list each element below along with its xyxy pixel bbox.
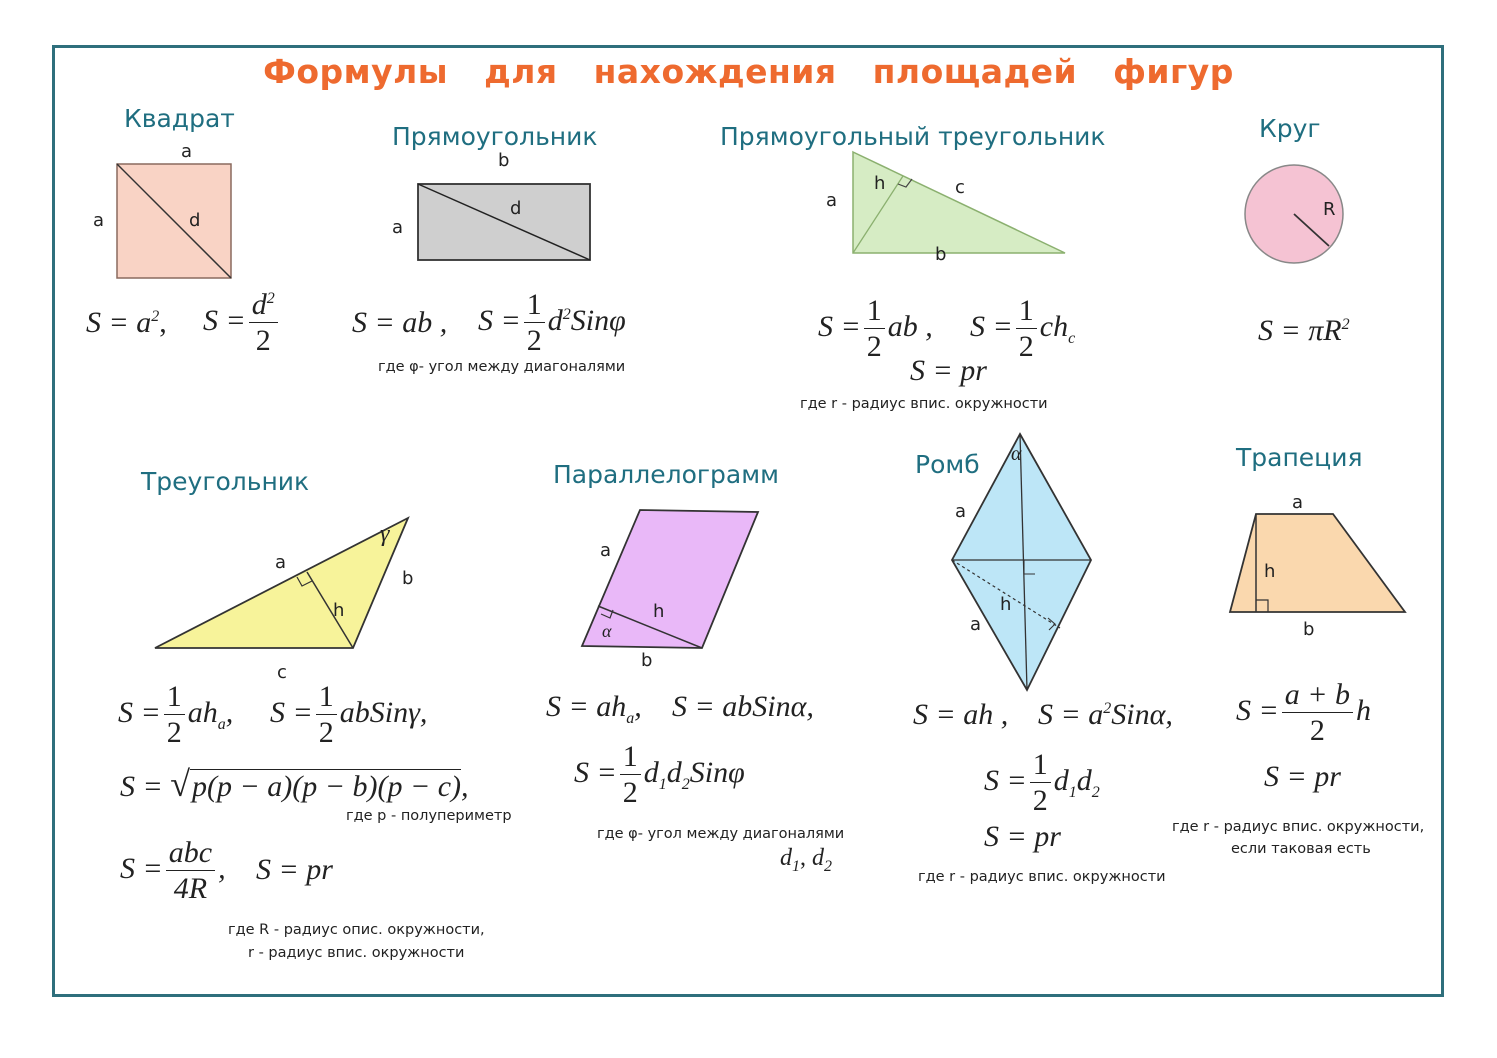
triangle-label-b: b xyxy=(402,568,414,589)
right-triangle-formula-2: S = $\frac{1}{2}$ $ch_c$ xyxy=(970,294,1076,363)
right-triangle-formula-1: S = $\frac{1}{2}$ ab , xyxy=(818,294,933,363)
right-triangle-label-c: c xyxy=(955,177,965,198)
square-label-top: a xyxy=(181,141,193,162)
parallelogram-heading: Параллелограмм xyxy=(553,460,779,489)
triangle-note-r2: r - радиус впис. окружности xyxy=(248,945,465,961)
triangle-label-gamma: γ xyxy=(380,521,390,547)
parallelogram-formula-2: S = abSinα, xyxy=(672,690,814,723)
trapezoid-heading: Трапеция xyxy=(1236,443,1363,472)
trapezoid-note-2: если таковая есть xyxy=(1231,841,1371,857)
triangle-label-a: a xyxy=(275,552,287,573)
rhombus-label-alpha: α xyxy=(1011,443,1022,465)
triangle-formula-heron: S = √p(p − a)(p − b)(p − c), xyxy=(120,764,469,804)
rectangle-label-top: b xyxy=(498,150,510,171)
triangle-formula-2: S = $\frac{1}{2}$ abSinγ, xyxy=(270,680,428,749)
rectangle-formula-2: S = $\frac{1}{2}$ $d^2Sin\varphi$ xyxy=(478,288,626,357)
right-triangle-note: где r - радиус впис. окружности xyxy=(800,396,1048,412)
triangle-shape xyxy=(155,518,408,648)
rectangle-heading: Прямоугольник xyxy=(392,122,598,151)
right-triangle-label-h: h xyxy=(874,173,886,194)
parallelogram-note-diagonals: $d_1$, $d_2$ xyxy=(780,845,832,875)
rhombus-formula-3: S = $\frac{1}{2}$ $d_1d_2$ xyxy=(984,748,1100,817)
parallelogram-label-a: a xyxy=(600,540,612,561)
triangle-label-c: c xyxy=(277,662,287,683)
poster-title: Формулы для нахождения площадей фигур xyxy=(263,52,1234,91)
right-triangle-label-b: b xyxy=(935,244,947,265)
triangle-heading: Треугольник xyxy=(141,467,310,496)
square-label-left: a xyxy=(93,210,105,231)
rhombus-label-h: h xyxy=(1000,594,1012,615)
trapezoid-formula-1: S = $\frac{a + b}{2}$ h xyxy=(1236,678,1371,747)
triangle-note-semiperimeter: где p - полупериметр xyxy=(346,808,512,824)
rhombus-label-a-lower: a xyxy=(970,614,982,635)
rhombus-heading: Ромб xyxy=(915,450,980,479)
parallelogram-formula-1: $S = ah_a$, xyxy=(546,690,642,727)
rectangle-label-left: a xyxy=(392,217,404,238)
parallelogram-formula-3: S = $\frac{1}{2}$ $d_1d_2Sin\varphi$ xyxy=(574,740,745,809)
right-triangle-shape xyxy=(853,152,1065,253)
rhombus-formula-4: S = pr xyxy=(984,820,1061,853)
triangle-note-r1: где R - радиус опис. окружности, xyxy=(228,922,485,938)
parallelogram-label-alpha: α xyxy=(602,621,612,641)
square-formula-1: $S = a^2$, xyxy=(86,306,167,339)
triangle-formula-circumradius: S = abc 4R , xyxy=(120,836,226,905)
trapezoid-note-1: где r - радиус впис. окружности, xyxy=(1172,819,1425,835)
parallelogram-note: где φ- угол между диагоналями xyxy=(597,826,845,842)
square-heading: Квадрат xyxy=(124,104,235,133)
trapezoid-formula-2: S = pr xyxy=(1264,760,1341,793)
circle-formula: $S = \pi R^2$ xyxy=(1258,314,1350,347)
rhombus-formula-1: S = ah , xyxy=(913,698,1009,731)
rectangle-formula-1: S = ab , xyxy=(352,306,448,339)
right-triangle-label-a: a xyxy=(826,190,838,211)
rhombus-note: где r - радиус впис. окружности xyxy=(918,869,1166,885)
circle-label-r: R xyxy=(1323,199,1336,220)
parallelogram-label-b: b xyxy=(641,650,653,671)
square-formula-2: S = $\frac{d^2}{2}$ xyxy=(203,290,281,356)
trapezoid-label-h: h xyxy=(1264,561,1276,582)
trapezoid-label-b: b xyxy=(1303,619,1315,640)
rectangle-note: где φ- угол между диагоналями xyxy=(378,359,626,375)
square-label-diagonal: d xyxy=(189,210,201,231)
rhombus-label-a-upper: a xyxy=(955,501,967,522)
rectangle-label-diagonal: d xyxy=(510,198,522,219)
triangle-formula-1: S = $\frac{1}{2}$ $ah_a$, xyxy=(118,680,234,749)
trapezoid-label-a: a xyxy=(1292,492,1304,513)
right-triangle-formula-3: S = pr xyxy=(910,354,987,387)
right-triangle-heading: Прямоугольный треугольник xyxy=(720,122,1106,151)
parallelogram-label-h: h xyxy=(653,601,665,622)
circle-heading: Круг xyxy=(1259,114,1321,143)
triangle-label-h: h xyxy=(333,600,345,621)
rhombus-formula-2: $S = a^2Sin\alpha$, xyxy=(1038,698,1173,731)
triangle-formula-inradius: S = pr xyxy=(256,853,333,886)
